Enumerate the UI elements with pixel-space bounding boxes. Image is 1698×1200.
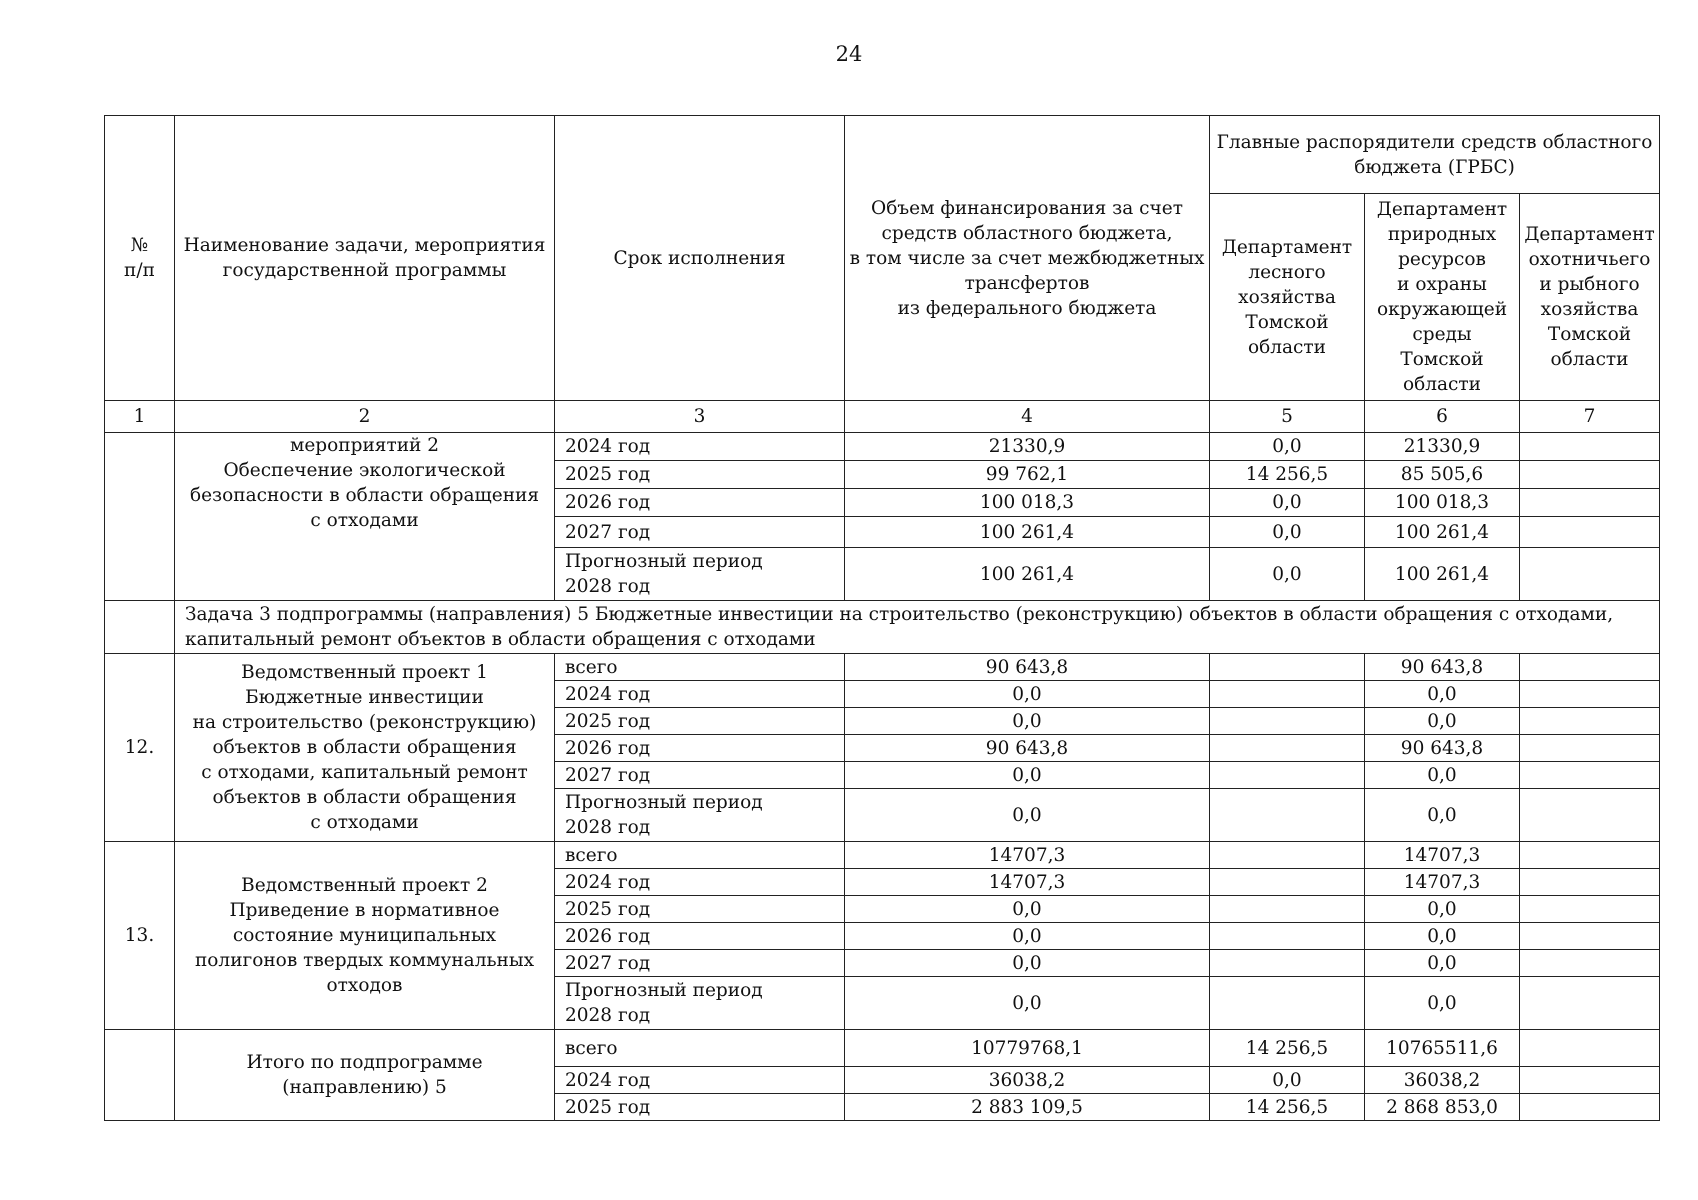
- header-financing-column: Объем финансирования за счет средств областного бюджета, в том числе за счет межбюджетных трансфертов из федерального бюджета: [845, 116, 1210, 401]
- period-cell: 2027 год: [555, 517, 845, 548]
- total-cell: 0,0: [845, 762, 1210, 789]
- task-3-heading: Задача 3 подпрограммы (направления) 5 Бюджетные инвестиции на строительство (реконструкцию) объектов в области обращения с отходами, капитальный ремонт объектов в области обращения с отходами: [175, 601, 1660, 654]
- nature-cell: 0,0: [1365, 789, 1520, 842]
- forest-cell: 0,0: [1210, 517, 1365, 548]
- period-cell: 2026 год: [555, 735, 845, 762]
- period-cell: 2027 год: [555, 950, 845, 977]
- table-row: [105, 1030, 1660, 1067]
- period-cell: 2026 год: [555, 923, 845, 950]
- hunting-cell: [1520, 923, 1660, 950]
- period-cell: 2024 год: [555, 433, 845, 461]
- period-cell: всего: [555, 842, 845, 869]
- nature-cell: 0,0: [1365, 681, 1520, 708]
- total-cell: 0,0: [845, 708, 1210, 735]
- hunting-cell: [1520, 708, 1660, 735]
- forest-cell: [1210, 708, 1365, 735]
- total-cell: 100 261,4: [845, 517, 1210, 548]
- total-cell: 90 643,8: [845, 735, 1210, 762]
- period-cell: 2024 год: [555, 869, 845, 896]
- header-name-column: Наименование задачи, мероприятия государственной программы: [175, 116, 555, 401]
- total-cell: 100 261,4: [845, 548, 1210, 601]
- total-cell: 0,0: [845, 923, 1210, 950]
- forest-cell: [1210, 869, 1365, 896]
- nature-cell: 0,0: [1365, 950, 1520, 977]
- period-cell: 2026 год: [555, 489, 845, 517]
- row-number: 13.: [105, 842, 175, 1030]
- forest-cell: [1210, 735, 1365, 762]
- column-number: 2: [175, 401, 555, 433]
- total-cell: 90 643,8: [845, 654, 1210, 681]
- forest-cell: [1210, 654, 1365, 681]
- column-number: 5: [1210, 401, 1365, 433]
- hunting-cell: [1520, 1094, 1660, 1121]
- forest-cell: [1210, 681, 1365, 708]
- nature-cell: 0,0: [1365, 708, 1520, 735]
- nature-cell: 10765511,6: [1365, 1030, 1520, 1067]
- forest-cell: 0,0: [1210, 433, 1365, 461]
- nature-cell: 2 868 853,0: [1365, 1094, 1520, 1121]
- table-row: [105, 433, 1660, 461]
- column-number: 7: [1520, 401, 1660, 433]
- period-cell: Прогнозный период 2028 год: [555, 977, 845, 1030]
- total-cell: 14707,3: [845, 869, 1210, 896]
- nature-cell: 0,0: [1365, 923, 1520, 950]
- hunting-cell: [1520, 548, 1660, 601]
- period-cell: 2025 год: [555, 896, 845, 923]
- period-cell: 2024 год: [555, 1067, 845, 1094]
- nature-cell: 0,0: [1365, 977, 1520, 1030]
- column-number: 1: [105, 401, 175, 433]
- nature-cell: 21330,9: [1365, 433, 1520, 461]
- nature-cell: 0,0: [1365, 896, 1520, 923]
- nature-cell: 90 643,8: [1365, 735, 1520, 762]
- total-cell: 0,0: [845, 681, 1210, 708]
- column-number: 3: [555, 401, 845, 433]
- forest-cell: 0,0: [1210, 489, 1365, 517]
- forest-cell: [1210, 977, 1365, 1030]
- period-cell: всего: [555, 1030, 845, 1067]
- hunting-cell: [1520, 789, 1660, 842]
- total-cell: 0,0: [845, 950, 1210, 977]
- nature-cell: 100 018,3: [1365, 489, 1520, 517]
- total-cell: 0,0: [845, 977, 1210, 1030]
- forest-cell: [1210, 923, 1365, 950]
- table-row: [105, 842, 1660, 869]
- nature-cell: 100 261,4: [1365, 517, 1520, 548]
- header-nature-department: Департамент природных ресурсов и охраны окружающей среды Томской области: [1365, 194, 1520, 401]
- hunting-cell: [1520, 950, 1660, 977]
- column-number: 6: [1365, 401, 1520, 433]
- budget-table: [104, 115, 1660, 1121]
- measure-name: Ведомственный проект 2 Приведение в нормативное состояние муниципальных полигонов твердых коммунальных отходов: [175, 842, 555, 1030]
- total-cell: 99 762,1: [845, 461, 1210, 489]
- hunting-cell: [1520, 654, 1660, 681]
- row-number-empty: [105, 601, 175, 654]
- total-cell: 21330,9: [845, 433, 1210, 461]
- nature-cell: 36038,2: [1365, 1067, 1520, 1094]
- forest-cell: [1210, 896, 1365, 923]
- nature-cell: 0,0: [1365, 762, 1520, 789]
- period-cell: 2027 год: [555, 762, 845, 789]
- hunting-cell: [1520, 681, 1660, 708]
- header-hunting-department: Департамент охотничьего и рыбного хозяйства Томской области: [1520, 194, 1660, 401]
- period-cell: всего: [555, 654, 845, 681]
- forest-cell: 0,0: [1210, 1067, 1365, 1094]
- hunting-cell: [1520, 896, 1660, 923]
- forest-cell: 14 256,5: [1210, 1094, 1365, 1121]
- header-forest-department: Департамент лесного хозяйства Томской области: [1210, 194, 1365, 401]
- row-number: 12.: [105, 654, 175, 842]
- hunting-cell: [1520, 433, 1660, 461]
- hunting-cell: [1520, 517, 1660, 548]
- header-grbs: Главные распорядители средств областного бюджета (ГРБС): [1210, 116, 1660, 194]
- total-cell: 10779768,1: [845, 1030, 1210, 1067]
- hunting-cell: [1520, 1067, 1660, 1094]
- forest-cell: [1210, 950, 1365, 977]
- forest-cell: 0,0: [1210, 548, 1365, 601]
- forest-cell: [1210, 789, 1365, 842]
- period-cell: 2025 год: [555, 461, 845, 489]
- row-number: [105, 1030, 175, 1121]
- forest-cell: [1210, 762, 1365, 789]
- total-cell: 100 018,3: [845, 489, 1210, 517]
- period-cell: Прогнозный период 2028 год: [555, 548, 845, 601]
- hunting-cell: [1520, 461, 1660, 489]
- hunting-cell: [1520, 842, 1660, 869]
- nature-cell: 14707,3: [1365, 869, 1520, 896]
- hunting-cell: [1520, 489, 1660, 517]
- page-number: 24: [835, 42, 863, 66]
- hunting-cell: [1520, 1030, 1660, 1067]
- measure-name: Ведомственный проект 1 Бюджетные инвестиции на строительство (реконструкцию) объектов в области обращения с отходами, капитальный ремонт объектов в области обращения с отходами: [175, 654, 555, 842]
- header-period-column: Срок исполнения: [555, 116, 845, 401]
- measure-name: мероприятий 2 Обеспечение экологической безопасности в области обращения с отходами: [175, 433, 555, 601]
- period-cell: Прогнозный период 2028 год: [555, 789, 845, 842]
- total-cell: 0,0: [845, 896, 1210, 923]
- nature-cell: 90 643,8: [1365, 654, 1520, 681]
- header-number-column: № п/п: [105, 116, 175, 401]
- forest-cell: 14 256,5: [1210, 461, 1365, 489]
- forest-cell: 14 256,5: [1210, 1030, 1365, 1067]
- nature-cell: 14707,3: [1365, 842, 1520, 869]
- total-cell: 36038,2: [845, 1067, 1210, 1094]
- forest-cell: [1210, 842, 1365, 869]
- period-cell: 2025 год: [555, 708, 845, 735]
- hunting-cell: [1520, 735, 1660, 762]
- row-number: [105, 433, 175, 601]
- period-cell: 2025 год: [555, 1094, 845, 1121]
- nature-cell: 100 261,4: [1365, 548, 1520, 601]
- hunting-cell: [1520, 762, 1660, 789]
- hunting-cell: [1520, 977, 1660, 1030]
- table-row: [105, 654, 1660, 681]
- period-cell: 2024 год: [555, 681, 845, 708]
- hunting-cell: [1520, 869, 1660, 896]
- column-number: 4: [845, 401, 1210, 433]
- total-cell: 2 883 109,5: [845, 1094, 1210, 1121]
- total-cell: 14707,3: [845, 842, 1210, 869]
- measure-name: Итого по подпрограмме (направлению) 5: [175, 1030, 555, 1121]
- total-cell: 0,0: [845, 789, 1210, 842]
- nature-cell: 85 505,6: [1365, 461, 1520, 489]
